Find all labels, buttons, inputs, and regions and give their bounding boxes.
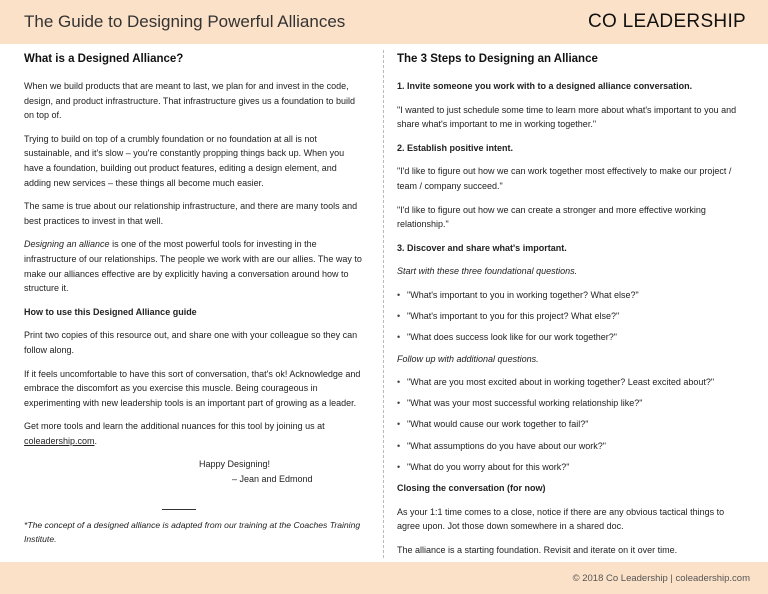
quote-1: "I wanted to just schedule some time to learn more about what's important to you and share what's important to me in working together." [397,104,737,130]
footnote: *The concept of a designed alliance is adapted from our training at the Coaches Training Institute. [24,519,361,544]
brand-logo-text: CO LEADERSHIP [587,11,746,32]
footnote-rule [162,509,196,510]
left-paragraph-1: When we build products that are meant to last, we plan for and invest in the code, design, and product infrastructure. That infrastructure gives us a foundation to build on top of. [24,81,356,121]
list-item: • "What do you worry about for this work?" [397,460,749,475]
list-item: • "What assumptions do you have about our work?" [397,439,749,454]
final-paragraph: The alliance is a starting foundation. Revisit and iterate on it over time. [397,544,678,555]
step-1: 1. Invite someone you work with to a designed alliance conversation. [397,81,693,91]
left-heading: What is a Designed Alliance? [24,53,184,65]
left-paragraph-6: If it feels uncomfortable to have this sort of conversation, that's ok! Acknowledge and embrace the discomfort as you exercise this muscle. Being courageous in experimenting with new leadership tools is an important part of growing as a leader. [24,368,361,408]
left-paragraph-7 [24,419,364,448]
column-divider [383,50,384,558]
signature-block [24,457,364,486]
quote-3: "I'd like to figure out how we can create a stronger and more effective working relationship." [397,204,706,230]
designing-alliance-emphasis: Designing an alliance [24,239,110,250]
footer-copyright: © 2018 Co Leadership | coleadership.com [572,572,750,584]
left-paragraph-7-text: Get more tools and learn the additional nuances for this tool by joining us at [24,421,325,432]
left-paragraph-5: Print two copies of this resource out, and share one with your colleague so they can follow along. [24,330,358,355]
closing-paragraph: As your 1:1 time comes to a close, notice if there are any obvious tactical things to agree upon. Jot those down somewhere in a shared doc. [397,506,725,532]
right-heading: The 3 Steps to Designing an Alliance [397,53,598,65]
link-suffix: . [94,435,98,446]
quote-2: "I'd like to figure out how we can work together most effectively to make our project / team / company succeed." [397,166,732,191]
sign-off: Happy Designing! [199,459,271,470]
left-column [24,52,364,555]
step-2: 2. Establish positive intent. [397,142,514,153]
list-item: • "What's important to you in working together? What else?" [397,288,749,303]
foundational-questions-list [397,288,749,345]
how-to-use-subheading: How to use this Designed Alliance guide [24,306,197,317]
left-paragraph-3: The same is true about our relationship infrastructure, and there are many tools and best practices to invest in that well. [24,201,358,226]
left-paragraph-4 [24,237,364,295]
additional-questions-list [397,375,749,474]
page-header [0,0,768,44]
page-title: The Guide to Designing Powerful Alliances [24,12,346,31]
sign-authors: – Jean and Edmond [232,474,313,485]
right-column [397,52,749,566]
intro-foundational: Start with these three foundational questions. [397,266,578,277]
list-item: • "What was your most successful working relationship like?" [397,396,749,411]
left-paragraph-2: Trying to build on top of a crumbly foundation or no foundation at all is not sustainable, and it's slow – you're constantly propping things back up. When you have a foundation, building out product features, editing a design element, and adding new services – these things all become much easier. [24,133,345,188]
step-3: 3. Discover and share what's important. [397,242,567,253]
left-paragraph-4-rest: is one of the most powerful tools for investing in the infrastructure of our relationships. The people we work with are our allies. The way to make our alliances effective are by explicitly having a conversation around how to structure it. [24,239,362,294]
intro-additional: Follow up with additional questions. [397,353,539,364]
closing-subheading: Closing the conversation (for now) [397,483,546,494]
list-item: • "What's important to you for this project? What else?" [397,309,749,324]
list-item: • "What does success look like for our work together?" [397,330,749,345]
list-item: • "What would cause our work together to fail?" [397,417,749,432]
page-footer [0,562,768,594]
list-item: • "What are you most excited about in working together? Least excited about?" [397,375,749,390]
coleadership-link[interactable]: coleadership.com [24,435,95,446]
